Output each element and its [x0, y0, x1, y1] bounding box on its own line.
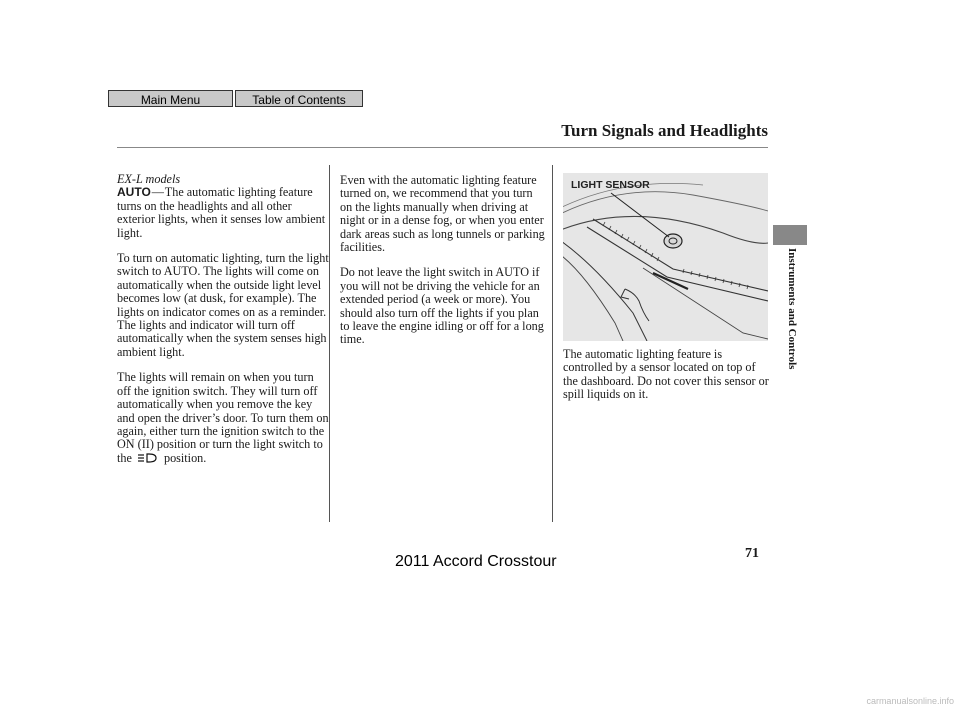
footer-title: 2011 Accord Crosstour — [395, 553, 557, 570]
model-tag: EX-L models — [117, 172, 181, 186]
main-menu-button[interactable]: Main Menu — [108, 90, 233, 107]
light-sensor-illustration — [563, 173, 768, 341]
column-divider-left — [329, 165, 330, 522]
heading-dash: — — [151, 185, 164, 200]
ignition-text: The lights will remain on when you turn off the ignition switch. They will turn off automatically when you remove the key and open the driver’s door. To turn them on again, either turn the ignition switch to the ON (II) position or turn the light switch to the — [117, 370, 329, 465]
ignition-paragraph — [117, 371, 329, 465]
page-number: 71 — [745, 546, 759, 561]
title-divider — [117, 147, 768, 148]
section-label: Instruments and Controls — [786, 248, 798, 370]
recommendation-paragraph: Even with the automatic lighting feature turned on, we recommend that you turn on the lights manually when driving at night or in a dense fog, or when you enter dark areas such as long tunnels or parking facilities. — [340, 173, 545, 255]
text-column-middle — [340, 174, 546, 359]
watermark: carmanualsonline.info — [866, 696, 954, 706]
auto-paragraph: The automatic lighting feature turns on the headlights and all other exterior lights, when it senses low ambient light. — [117, 185, 326, 240]
auto-heading: AUTO — [117, 185, 151, 200]
text-column-left — [117, 173, 329, 477]
page-title: Turn Signals and Headlights — [561, 121, 768, 140]
text-column-right — [563, 348, 771, 414]
position-text: position. — [163, 450, 207, 465]
table-of-contents-button[interactable]: Table of Contents — [235, 90, 363, 107]
auto-instructions-paragraph: To turn on automatic lighting, turn the light switch to AUTO. The lights will come on automatically when the outside light level becomes low (at dusk, for example). The lights on indicator comes on as a reminder. The lights and indicator will turn off automatically when the system senses high ambient light. — [117, 251, 329, 359]
section-tab — [773, 225, 807, 245]
caution-paragraph: Do not leave the light switch in AUTO if you will not be driving the vehicle for an extended period (a week or more). You should also turn off the lights if you plan to leave the engine idling or off for a long time. — [340, 265, 544, 347]
light-sensor-label: LIGHT SENSOR — [571, 179, 650, 191]
headlight-icon — [137, 453, 159, 463]
dashboard-drawing — [563, 173, 768, 341]
column-divider-right — [552, 165, 553, 522]
sensor-paragraph: The automatic lighting feature is controlled by a sensor located on top of the dashboard. Do not cover this sensor or spill liquids on it. — [563, 347, 769, 402]
